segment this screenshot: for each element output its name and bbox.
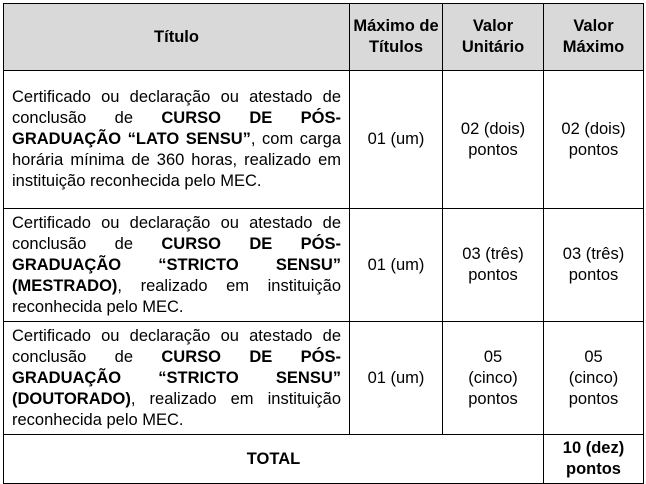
description-text: Certificado ou declaração ou atestado de conclusão de [12, 326, 341, 366]
max-value-cell: 05 (cinco) pontos [544, 322, 644, 435]
header-titulo: Título [4, 4, 350, 71]
max-titles-cell: 01 (um) [350, 322, 443, 435]
header-max-titulos: Máximo de Títulos [350, 4, 443, 71]
description-text: Certificado ou declaração ou atestado de conclusão de [12, 88, 341, 127]
course-name: CURSO DE PÓS-GRADUAÇÃO “STRICTO SENSU” (DOUTORADO) [12, 347, 341, 408]
total-row [4, 435, 644, 484]
header-valor-unitario: Valor Unitário [443, 4, 544, 71]
unit-value-cell: 03 (três) pontos [443, 209, 544, 322]
row-description [4, 71, 350, 209]
titles-score-table [3, 3, 644, 484]
max-value-cell: 03 (três) pontos [544, 209, 644, 322]
description-text: Certificado ou declaração ou atestado de conclusão de [12, 213, 341, 253]
max-titles-cell: 01 (um) [350, 71, 443, 209]
course-name: CURSO DE PÓS-GRADUAÇÃO “STRICTO SENSU” (MESTRADO) [12, 234, 341, 295]
unit-value-cell: 05 (cinco) pontos [443, 322, 544, 435]
total-label: TOTAL [4, 435, 544, 484]
header-row [4, 4, 644, 71]
total-value: 10 (dez) pontos [544, 435, 644, 484]
max-value-cell: 02 (dois) pontos [544, 71, 644, 209]
table-row [4, 71, 644, 209]
unit-value-cell: 02 (dois) pontos [443, 71, 544, 209]
course-name: CURSO DE PÓS-GRADUAÇÃO “LATO SENSU” [12, 109, 341, 148]
description-text: , realizado em instituição reconhecida pelo MEC. [12, 389, 341, 429]
table-row [4, 209, 644, 322]
table-row [4, 322, 644, 435]
description-text: , realizado em instituição reconhecida pelo MEC. [12, 276, 341, 316]
row-description [4, 209, 350, 322]
description-text: , com carga horária mínima de 360 horas, realizado em instituição reconhecida pelo MEC. [12, 130, 341, 190]
max-titles-cell: 01 (um) [350, 209, 443, 322]
row-description [4, 322, 350, 435]
header-valor-maximo: Valor Máximo [544, 4, 644, 71]
